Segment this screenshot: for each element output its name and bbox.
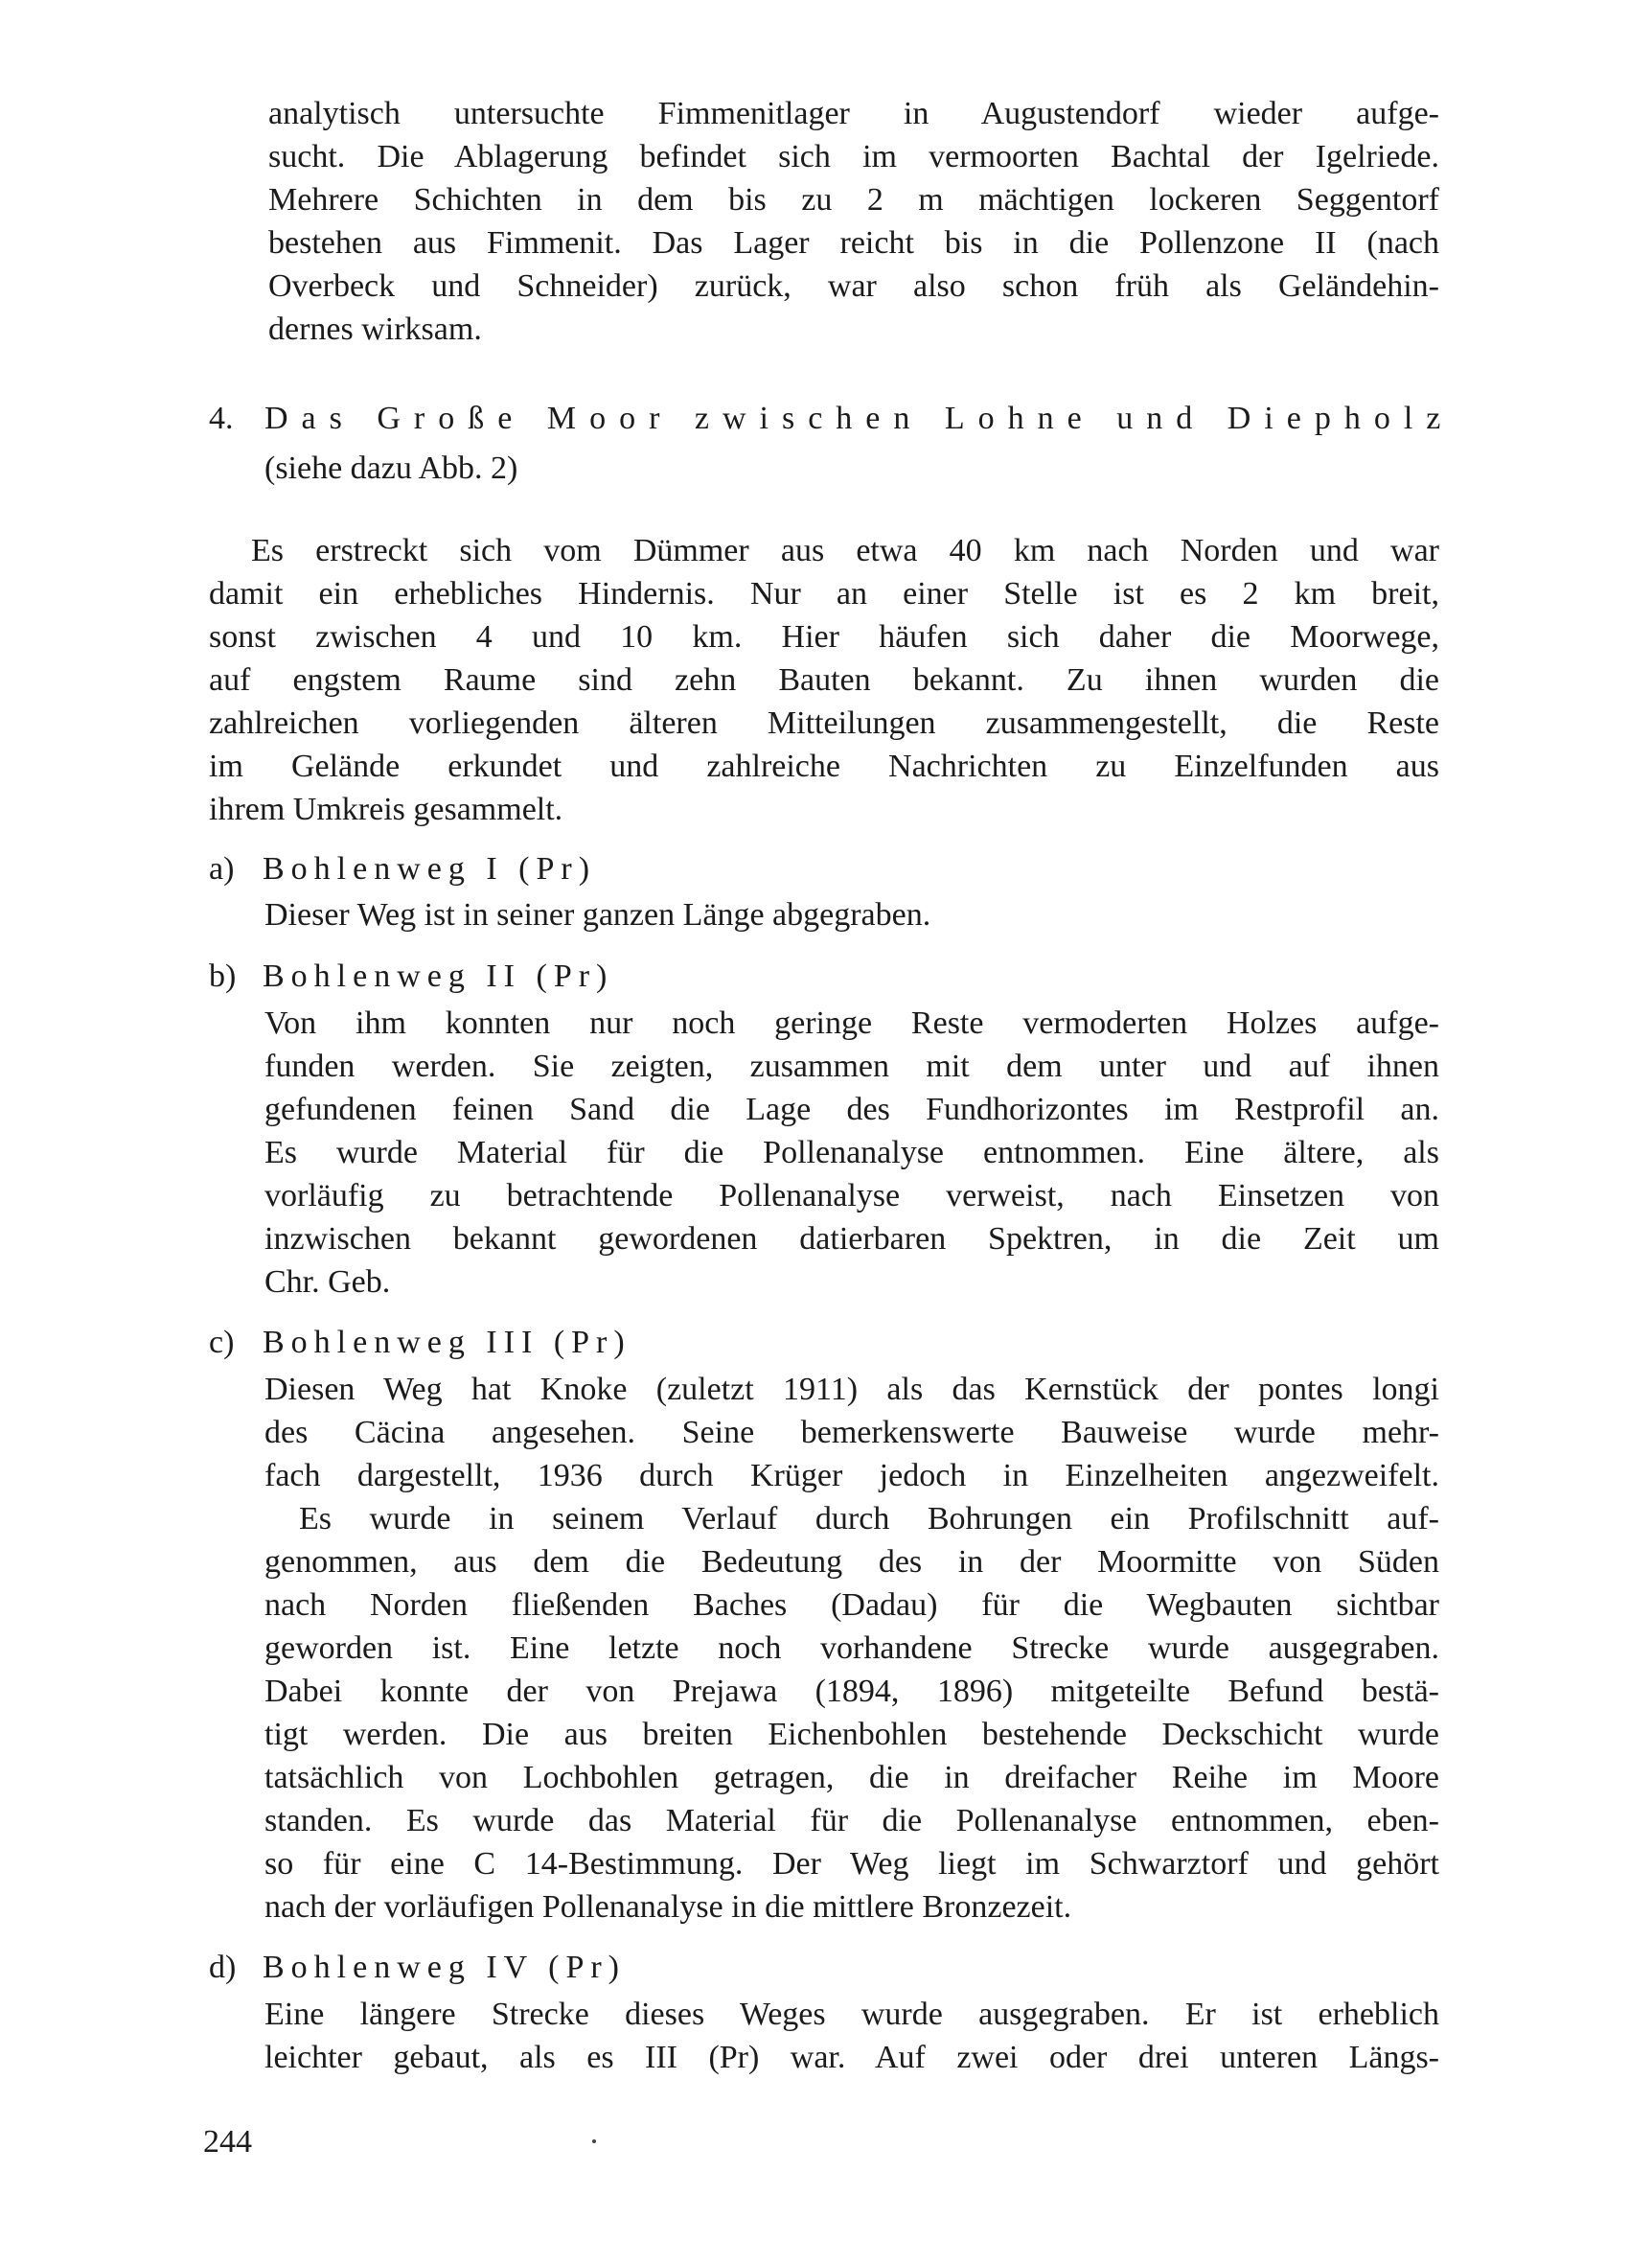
page-number: 244 xyxy=(203,2124,252,2160)
text-line: genommen, aus dem die Bedeutung des in der Moormitte von Süden xyxy=(264,1544,1439,1580)
text-line: tigt werden. Die aus breiten Eichenbohlen bestehende Deckschicht wurde xyxy=(264,1717,1439,1752)
text-line: leichter gebaut, als es III (Pr) war. Auf zwei oder drei unteren Längs- xyxy=(264,2040,1439,2075)
text-line: ihrem Umkreis gesammelt. xyxy=(209,792,563,827)
text-line: Es wurde in seinem Verlauf durch Bohrungen ein Profilschnitt auf- xyxy=(299,1501,1439,1536)
item-title: Bohlenweg I (Pr) xyxy=(263,851,597,887)
text-line: im Gelände erkundet und zahlreiche Nachrichten zu Einzelfunden aus xyxy=(209,749,1439,784)
text-line: tatsächlich von Lochbohlen getragen, die in dreifacher Reihe im Moore xyxy=(264,1760,1439,1795)
text-line: auf engstem Raume sind zehn Bauten bekannt. Zu ihnen wurden die xyxy=(209,662,1439,698)
text-line: Chr. Geb. xyxy=(264,1264,391,1300)
item-label: d) xyxy=(209,1950,237,1985)
item-title: Bohlenweg IV (Pr) xyxy=(263,1950,626,1985)
text-line: geworden ist. Eine letzte noch vorhandene Strecke wurde ausgegraben. xyxy=(264,1630,1439,1666)
text-line: so für eine C 14-Bestimmung. Der Weg liegt im Schwarztorf und gehört xyxy=(264,1846,1439,1882)
text-line: damit ein erhebliches Hindernis. Nur an einer Stelle ist es 2 km breit, xyxy=(209,576,1439,612)
text-line: Von ihm konnten nur noch geringe Reste vermoderten Holzes aufge- xyxy=(264,1005,1439,1041)
text-line: sonst zwischen 4 und 10 km. Hier häufen sich daher die Moorwege, xyxy=(209,619,1439,655)
text-line: gefundenen feinen Sand die Lage des Fundhorizontes im Restprofil an. xyxy=(264,1092,1439,1127)
section-title: Das Große Moor zwischen Lohne und Diepholz xyxy=(264,401,1455,436)
text-line: bestehen aus Fimmenit. Das Lager reicht bis in die Pollenzone II (nach xyxy=(268,225,1439,261)
text-line: funden werden. Sie zeigten, zusammen mit dem unter und auf ihnen xyxy=(264,1049,1439,1084)
text-line: nach Norden fließenden Baches (Dadau) für die Wegbauten sichtbar xyxy=(264,1587,1439,1623)
text-line: Dieser Weg ist in seiner ganzen Länge abgegraben. xyxy=(264,897,931,933)
text-line: Eine längere Strecke dieses Weges wurde ausgegraben. Er ist erheblich xyxy=(264,1997,1439,2032)
text-line: Diesen Weg hat Knoke (zuletzt 1911) als das Kernstück der pontes longi xyxy=(264,1372,1439,1407)
text-line: Mehrere Schichten in dem bis zu 2 m mächtigen lockeren Seggentorf xyxy=(268,182,1439,218)
text-line: dernes wirksam. xyxy=(268,312,482,347)
item-label: b) xyxy=(209,959,237,994)
item-title: Bohlenweg II (Pr) xyxy=(263,959,614,994)
text-line: Es erstreckt sich vom Dümmer aus etwa 40 km nach Norden und war xyxy=(251,533,1439,568)
section-number: 4. xyxy=(209,401,234,436)
text-line: inzwischen bekannt gewordenen datierbaren Spektren, in die Zeit um xyxy=(264,1221,1439,1257)
item-label: a) xyxy=(209,851,235,887)
text-line: fach dargestellt, 1936 durch Krüger jedoch in Einzelheiten angezweifelt. xyxy=(264,1458,1439,1493)
text-line: Es wurde Material für die Pollenanalyse entnommen. Eine ältere, als xyxy=(264,1135,1439,1170)
text-line: sucht. Die Ablagerung befindet sich im vermoorten Bachtal der Igelriede. xyxy=(268,139,1439,174)
text-line: analytisch untersuchte Fimmenitlager in Augustendorf wieder aufge- xyxy=(268,96,1439,131)
text-line: Overbeck und Schneider) zurück, war also schon früh als Geländehin- xyxy=(268,268,1439,304)
text-line: nach der vorläufigen Pollenanalyse in die mittlere Bronzezeit. xyxy=(264,1889,1072,1925)
text-line: standen. Es wurde das Material für die Pollenanalyse entnommen, eben- xyxy=(264,1803,1439,1838)
print-speck xyxy=(592,2139,596,2143)
item-title: Bohlenweg III (Pr) xyxy=(263,1325,631,1360)
text-line: des Cäcina angesehen. Seine bemerkenswerte Bauweise wurde mehr- xyxy=(264,1415,1439,1450)
item-label: c) xyxy=(209,1325,235,1360)
text-line: Dabei konnte der von Prejawa (1894, 1896) mitgeteilte Befund bestä- xyxy=(264,1674,1439,1709)
text-line: zahlreichen vorliegenden älteren Mitteilungen zusammengestellt, die Reste xyxy=(209,705,1439,741)
section-subtitle: (siehe dazu Abb. 2) xyxy=(264,450,518,486)
text-line: vorläufig zu betrachtende Pollenanalyse verweist, nach Einsetzen von xyxy=(264,1178,1439,1213)
